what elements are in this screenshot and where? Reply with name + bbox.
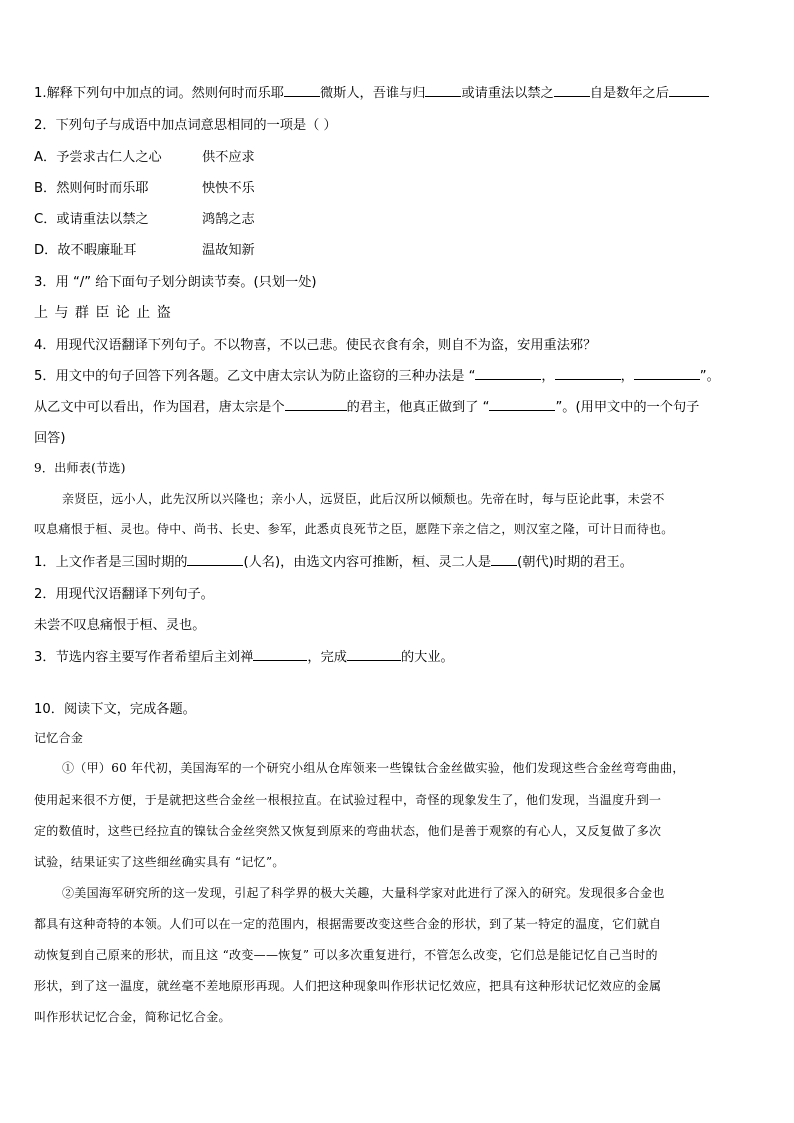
sec10-subtitle: 记忆合金: [34, 731, 84, 745]
sec9-q3: [34, 646, 454, 665]
q2-option-a-label: A．予尝求古仁人之心: [34, 150, 162, 165]
sec9-q3-b: ，完成: [307, 650, 347, 665]
q1-blank-4[interactable]: [669, 84, 709, 97]
q5-blank-2[interactable]: [555, 367, 621, 380]
q4-stem: 4．用现代汉语翻译下列句子。不以物喜，不以己悲。使民衣食有余，则自不为盗，安用重法邪？: [34, 338, 597, 353]
q2-option-b: [34, 177, 255, 196]
q5-text-a: 5．用文中的句子回答下列各题。乙文中唐太宗认为防止盗窃的三种办法是 “: [34, 369, 476, 384]
sec10-para2-line-1: ②美国海军研究所的这一发现，引起了科学界的极大关趣，大量科学家对此进行了深入的研究。发现很多合金也: [62, 886, 665, 900]
q5-blank-5[interactable]: [489, 398, 555, 411]
sec9-title: 9．出师表(节选): [34, 461, 126, 475]
q5-end: ”。: [699, 369, 720, 384]
sec10-title: 10．阅读下文，完成各题。: [34, 702, 196, 717]
q5-blank-3[interactable]: [634, 367, 700, 380]
sec9-q3-a: 3．节选内容主要写作者希望后主刘禅: [34, 650, 254, 665]
q1-phrase-2: 微斯人，吾谁与归: [319, 86, 426, 101]
q5-sep-1: ，: [541, 369, 555, 384]
sec9-passage-line-1: 亲贤臣，远小人，此先汉所以兴隆也；亲小人，远贤臣，此后汉所以倾颓也。先帝在时，每与臣论此事，未尝不: [62, 492, 665, 506]
q2-stem: 2．下列句子与成语中加点词意思相同的一项是（ ）: [34, 118, 337, 133]
q1-phrase-3: 或请重法以禁之: [461, 86, 554, 101]
sec9-q3-blank-1[interactable]: [253, 648, 307, 661]
q1-blank-1[interactable]: [284, 84, 320, 97]
q5-blank-4[interactable]: [285, 398, 347, 411]
q2-option-c-label: C．或请重法以禁之: [34, 212, 149, 227]
sec9-q1-b: (人名)，由选文内容可推断，桓、灵二人是: [243, 555, 492, 570]
sec10-para1-line-3: 定的数值时，这些已经拉直的镍钛合金丝突然又恢复到原来的弯曲状态，他们是善于观察的有心人，又反复做了多次: [34, 824, 662, 838]
sec9-q1-blank-2[interactable]: [491, 553, 517, 566]
q5-text-b1: 从乙文中可以看出，作为国君，唐太宗是个: [34, 400, 285, 415]
sec9-q1-c: (朝代)时期的君王。: [517, 555, 633, 570]
sec9-q1-a: 1．上文作者是三国时期的: [34, 555, 188, 570]
q2-option-c: [34, 208, 255, 227]
sec10-para2-line-5: 叫作形状记忆合金，简称记忆合金。: [34, 1010, 231, 1024]
q5-sep-2: ，: [620, 369, 634, 384]
sec9-q1: [34, 551, 633, 570]
q2-option-d-idiom: 温故知新: [202, 243, 255, 258]
q5-line-1: [34, 365, 720, 384]
q2-option-d: [34, 239, 255, 258]
q5-blank-1[interactable]: [475, 367, 541, 380]
sec10-para1-line-1: ①（甲）60 年代初，美国海军的一个研究小组从仓库领来一些镍钛合金丝做实验，他们发现这些合金丝弯弯曲曲，: [62, 761, 685, 775]
q5-line-3: 回答): [34, 431, 66, 446]
sec10-para2-line-2: 都具有这种奇特的本领。人们可以在一定的范围内，根据需要改变这些合金的形状，到了某一特定的温度，它们就自: [34, 917, 662, 931]
q3-sentence: 上 与 群 臣 论 止 盗: [34, 305, 172, 321]
sec9-passage-line-2: 叹息痛恨于桓、灵也。侍中、尚书、长史、参军，此悉贞良死节之臣，愿陛下亲之信之，则汉室之隆，可计日而待也。: [34, 522, 674, 536]
q5-text-b2: 的君主，他真正做到了 “: [346, 400, 490, 415]
q1-blank-2[interactable]: [425, 84, 461, 97]
q1-line: [34, 82, 709, 101]
q2-option-a-idiom: 供不应求: [202, 150, 255, 165]
sec10-para2-line-3: 动恢复到自己原来的形状，而且这 “改变——恢复” 可以多次重复进行，不管怎么改变，它们总是能记忆自己当时的: [34, 948, 658, 962]
sec10-para1-line-2: 使用起来很不方便，于是就把这些合金丝一根根拉直。在试验过程中，奇怪的现象发生了，他们发现，当温度升到一: [34, 793, 662, 807]
sec9-q1-blank-1[interactable]: [187, 553, 243, 566]
sec9-q3-c: 的大业。: [400, 650, 454, 665]
q2-option-c-idiom: 鸿鹄之志: [202, 212, 255, 227]
q1-phrase-4: 自是数年之后: [589, 86, 669, 101]
q5-line-2: [34, 396, 699, 415]
sec9-q2-sentence: 未尝不叹息痛恨于桓、灵也。: [34, 618, 206, 633]
q2-option-b-label: B．然则何时而乐耶: [34, 181, 149, 196]
sec9-q3-blank-2[interactable]: [347, 648, 401, 661]
q5-text-b3: ”。(用甲文中的一个句子: [555, 400, 700, 415]
q2-option-a: [34, 146, 255, 165]
sec10-para2-line-4: 形状，到了这一温度，就丝毫不差地原形再现。人们把这种现象叫作形状记忆效应，把具有这种形状记忆效应的金属: [34, 979, 662, 993]
q2-option-d-label: D．故不暇廉耻耳: [34, 243, 137, 258]
q2-option-b-idiom: 怏怏不乐: [202, 181, 255, 196]
q1-blank-3[interactable]: [554, 84, 590, 97]
q3-stem: 3．用 “/” 给下面句子划分朗读节奏。(只划一处): [34, 275, 317, 290]
q1-lead: 1.解释下列句中加点的词。然则何时而乐耶: [34, 86, 284, 101]
sec10-para1-line-4: 试验，结果证实了这些细丝确实具有 “记忆”。: [34, 855, 285, 869]
sec9-q2: 2．用现代汉语翻译下列句子。: [34, 587, 214, 602]
